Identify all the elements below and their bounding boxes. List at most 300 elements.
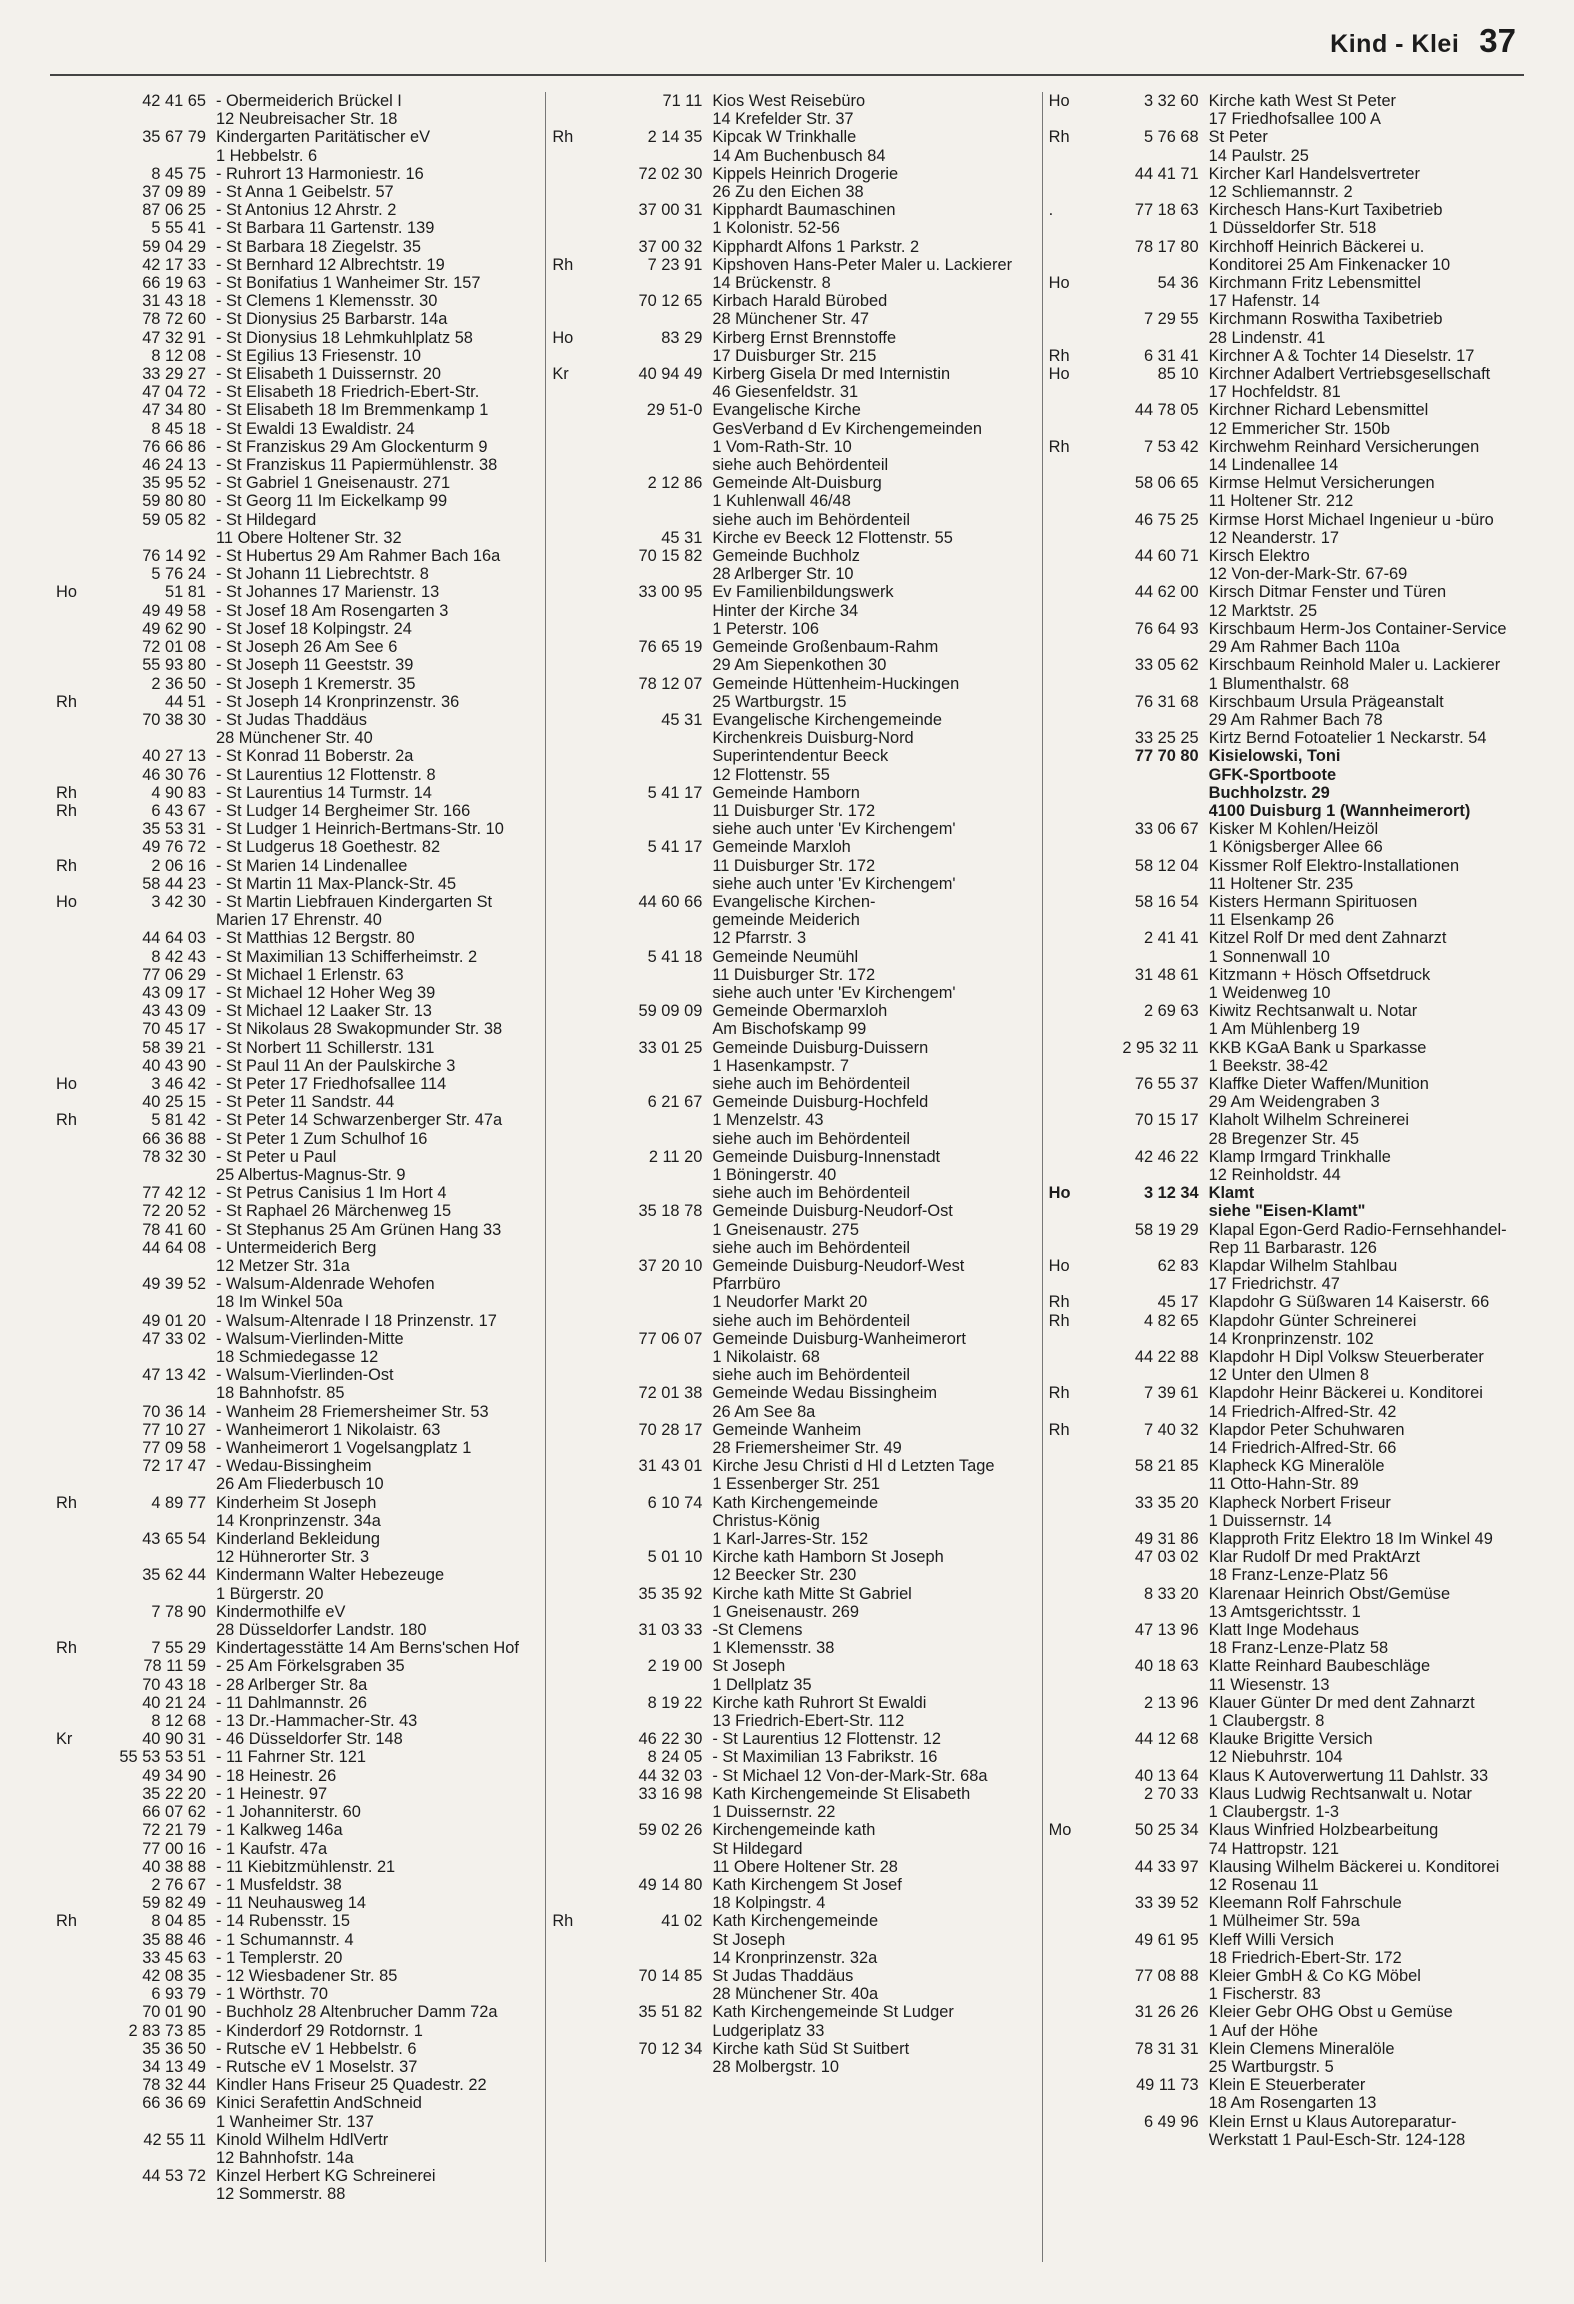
entry-text bbox=[712, 238, 1035, 256]
directory-entry bbox=[552, 1785, 1035, 1821]
entry-name: Kinderheim St Joseph bbox=[216, 1493, 377, 1512]
phone-number: 4 90 83 bbox=[151, 783, 206, 802]
entry-name: - St Peter 14 Schwarzenberger Str. 47a bbox=[216, 1111, 503, 1130]
entry-text bbox=[1209, 2003, 1532, 2039]
entry-text bbox=[216, 1039, 539, 1057]
entry-detail: siehe auch im Behördenteil bbox=[712, 1311, 911, 1330]
entry-detail: Kirchenkreis Duisburg-Nord bbox=[712, 729, 914, 748]
directory-entry bbox=[552, 711, 1035, 784]
phone-number: 77 06 07 bbox=[638, 1329, 703, 1348]
district-code bbox=[56, 1221, 100, 1239]
phone-number: 40 27 13 bbox=[142, 747, 206, 766]
directory-entry bbox=[56, 547, 539, 565]
entry-text bbox=[216, 1457, 539, 1493]
entry-name: - St Joseph 1 Kremerstr. 35 bbox=[216, 674, 416, 693]
directory-entry bbox=[56, 1330, 539, 1366]
directory-entry bbox=[552, 1548, 1035, 1584]
entry-text bbox=[712, 201, 1035, 237]
entry-name: - St Hubertus 29 Am Rahmer Bach 16a bbox=[216, 547, 501, 566]
entry-text bbox=[216, 1184, 539, 1202]
directory-entry bbox=[1049, 1257, 1532, 1293]
phone-number: 37 00 31 bbox=[638, 201, 703, 220]
entry-text bbox=[216, 183, 539, 201]
phone-number: 78 31 31 bbox=[1134, 2039, 1199, 2058]
directory-entry bbox=[1049, 201, 1532, 237]
entry-name: - 46 Düsseldorfer Str. 148 bbox=[216, 1730, 403, 1749]
district-code: Rh bbox=[56, 1493, 77, 1512]
directory-entry bbox=[552, 1202, 1035, 1257]
entry-detail: 18 Im Winkel 50a bbox=[216, 1293, 343, 1312]
phone-number: 72 17 47 bbox=[142, 1457, 206, 1476]
entry-name: - St Marien 14 Lindenallee bbox=[216, 856, 408, 875]
district-code: Rh bbox=[552, 128, 574, 147]
phone-number: 51 81 bbox=[164, 583, 206, 602]
phone-number: 47 33 02 bbox=[142, 1329, 206, 1348]
phone-number: 70 43 18 bbox=[142, 1675, 206, 1694]
district-code bbox=[552, 201, 596, 237]
entry-name: Klapal Egon-Gerd Radio-Fernsehhandel- bbox=[1208, 1220, 1507, 1239]
phone-number: 44 22 88 bbox=[1134, 1348, 1199, 1367]
entry-text bbox=[216, 1366, 539, 1402]
entry-name: Klein E Steuerberater bbox=[1208, 2076, 1366, 2095]
phone-number: 49 31 86 bbox=[1134, 1530, 1199, 1549]
entry-text bbox=[216, 1767, 539, 1785]
directory-entry bbox=[56, 1767, 539, 1785]
phone-number: 3 12 34 bbox=[1143, 1184, 1199, 1203]
running-head: Kind - Klei bbox=[1330, 30, 1460, 58]
district-code bbox=[56, 292, 100, 310]
directory-entry bbox=[1049, 1657, 1532, 1693]
entry-name: Klapproth Fritz Elektro 18 Im Winkel 49 bbox=[1208, 1530, 1493, 1549]
directory-entry bbox=[1049, 1931, 1532, 1967]
phone-number: 58 19 29 bbox=[1134, 1220, 1199, 1239]
entry-detail: Konditorei 25 Am Finkenacker 10 bbox=[1208, 255, 1451, 274]
entry-text bbox=[216, 820, 539, 838]
entry-name: Kirche kath Hamborn St Joseph bbox=[712, 1548, 944, 1567]
entry-detail: siehe auch Behördenteil bbox=[712, 456, 889, 475]
phone-number: 2 14 35 bbox=[647, 128, 703, 147]
phone-number: 44 53 72 bbox=[142, 2167, 206, 2186]
entry-detail: 74 Hattropstr. 121 bbox=[1208, 1839, 1339, 1858]
entry-text bbox=[1209, 1293, 1532, 1311]
entry-text bbox=[712, 1257, 1035, 1330]
entry-name: - Wanheimerort 1 Nikolaistr. 63 bbox=[216, 1420, 441, 1439]
entry-detail: siehe auch unter 'Ev Kirchengem' bbox=[712, 820, 956, 839]
district-code bbox=[56, 2040, 100, 2058]
entry-name: KKB KGaA Bank u Sparkasse bbox=[1208, 1038, 1427, 1057]
entry-detail: Superintendentur Beeck bbox=[712, 747, 889, 766]
district-code bbox=[1049, 1530, 1093, 1548]
directory-entry bbox=[56, 1858, 539, 1876]
phone-number: 49 14 80 bbox=[638, 1875, 703, 1894]
entry-name: - St Barbara 11 Gartenstr. 139 bbox=[216, 219, 435, 238]
entry-text bbox=[712, 638, 1035, 674]
directory-entry bbox=[1049, 1421, 1532, 1457]
directory-entry bbox=[56, 2003, 539, 2021]
district-code: Rh bbox=[1048, 1384, 1070, 1403]
directory-entry bbox=[56, 1057, 539, 1075]
phone-number: 31 43 01 bbox=[638, 1457, 703, 1476]
phone-number: 40 94 49 bbox=[638, 365, 703, 384]
entry-text bbox=[1209, 820, 1532, 856]
entry-name: - St Dionysius 18 Lehmkuhlplatz 58 bbox=[216, 328, 473, 347]
district-code: Kr bbox=[56, 1730, 73, 1749]
phone-number: 59 05 82 bbox=[142, 510, 206, 529]
district-code bbox=[552, 1457, 596, 1493]
entry-detail: 18 Kolpingstr. 4 bbox=[712, 1894, 826, 1913]
phone-number: 77 08 88 bbox=[1134, 1966, 1199, 1985]
directory-entry bbox=[56, 966, 539, 984]
directory-entry bbox=[56, 1912, 539, 1930]
entry-text bbox=[712, 1494, 1035, 1549]
phone-number: 62 83 bbox=[1157, 1257, 1199, 1275]
directory-entry bbox=[56, 1421, 539, 1439]
entry-detail: 1 Fischerstr. 83 bbox=[1208, 1985, 1321, 2004]
district-code bbox=[552, 1767, 596, 1785]
directory-entry bbox=[56, 1312, 539, 1330]
entry-name: - St Raphael 26 Märchenweg 15 bbox=[216, 1202, 452, 1221]
phone-number: 43 43 09 bbox=[142, 1002, 206, 1021]
entry-text bbox=[712, 2040, 1035, 2076]
district-code bbox=[552, 1967, 596, 2003]
phone-number: 35 22 20 bbox=[142, 1784, 206, 1803]
district-code bbox=[56, 547, 100, 565]
entry-text bbox=[216, 1967, 539, 1985]
district-code: Rh bbox=[1048, 346, 1070, 365]
entry-text bbox=[1209, 438, 1532, 474]
entry-name: - 1 Musfeldstr. 38 bbox=[216, 1875, 342, 1894]
entry-text bbox=[1209, 1967, 1532, 2003]
entry-name: Kisielowski, Toni bbox=[1208, 747, 1341, 766]
district-code bbox=[56, 310, 100, 328]
district-code: . bbox=[1048, 201, 1054, 220]
entry-name: - 11 Dahlmannstr. 26 bbox=[216, 1693, 367, 1712]
entry-name: Kirche kath West St Peter bbox=[1208, 92, 1397, 110]
district-code bbox=[552, 1421, 596, 1457]
entry-name: Kindermann Walter Hebezeuge bbox=[216, 1566, 445, 1585]
entry-text bbox=[216, 747, 539, 765]
entry-name: Gemeinde Duisburg-Hochfeld bbox=[712, 1093, 929, 1112]
entry-text bbox=[1209, 1148, 1532, 1184]
phone-number: 76 64 93 bbox=[1134, 619, 1199, 638]
phone-number: 77 10 27 bbox=[142, 1420, 206, 1439]
phone-number: 66 19 63 bbox=[142, 274, 206, 293]
entry-name: Ev Familienbildungswerk bbox=[712, 583, 894, 602]
district-code bbox=[1049, 620, 1093, 656]
entry-detail: 1 Weidenweg 10 bbox=[1208, 983, 1331, 1002]
entry-name: Kirsch Elektro bbox=[1208, 547, 1310, 566]
district-code bbox=[56, 2167, 100, 2203]
district-code bbox=[56, 2022, 100, 2040]
entry-name: - St Egilius 13 Friesenstr. 10 bbox=[216, 346, 421, 365]
entry-name: - Kinderdorf 29 Rotdornstr. 1 bbox=[216, 2021, 423, 2040]
phone-number: 5 41 17 bbox=[647, 783, 703, 802]
directory-entry bbox=[56, 893, 539, 929]
phone-number: 31 03 33 bbox=[638, 1621, 703, 1640]
entry-detail: Werkstatt 1 Paul-Esch-Str. 124-128 bbox=[1208, 2130, 1466, 2149]
directory-entry bbox=[56, 838, 539, 856]
entry-text bbox=[216, 329, 539, 347]
entry-detail: 1 Gneisenaustr. 269 bbox=[712, 1602, 860, 1621]
phone-number: 33 29 27 bbox=[142, 365, 206, 384]
entry-text bbox=[1209, 1548, 1532, 1584]
district-code bbox=[56, 1403, 100, 1421]
phone-number: 33 25 25 bbox=[1134, 729, 1199, 748]
entry-text bbox=[712, 1657, 1035, 1693]
entry-name: - St Gabriel 1 Gneisenaustr. 271 bbox=[216, 474, 451, 493]
directory-entry bbox=[56, 347, 539, 365]
entry-name: - 1 Johanniterstr. 60 bbox=[216, 1803, 361, 1822]
entry-text bbox=[1209, 2076, 1532, 2112]
directory-entry bbox=[56, 1403, 539, 1421]
entry-name: - St Dionysius 25 Barbarstr. 14a bbox=[216, 310, 448, 329]
entry-name: Klein Ernst u Klaus Autoreparatur- bbox=[1208, 2112, 1457, 2131]
entry-detail: Marien 17 Ehrenstr. 40 bbox=[216, 911, 382, 930]
entry-name: - St Konrad 11 Boberstr. 2a bbox=[216, 747, 414, 766]
district-code bbox=[56, 747, 100, 765]
district-code bbox=[56, 219, 100, 237]
entry-text bbox=[712, 1876, 1035, 1912]
directory-entry bbox=[56, 165, 539, 183]
entry-name: - St Joseph 26 Am See 6 bbox=[216, 638, 398, 657]
entry-text bbox=[712, 2003, 1035, 2039]
entry-name: Klein Clemens Mineralöle bbox=[1208, 2039, 1395, 2058]
entry-name: Kath Kirchengem St Josef bbox=[712, 1875, 902, 1894]
entry-text bbox=[1209, 310, 1532, 346]
directory-entry bbox=[56, 948, 539, 966]
directory-entry bbox=[56, 420, 539, 438]
phone-number: 58 16 54 bbox=[1134, 892, 1199, 911]
entry-name: - Untermeiderich Berg bbox=[216, 1238, 377, 1257]
directory-entry bbox=[1049, 1530, 1532, 1548]
entry-name: Klarenaar Heinrich Obst/Gemüse bbox=[1208, 1584, 1451, 1603]
entry-name: Klauer Günter Dr med dent Zahnarzt bbox=[1208, 1693, 1475, 1712]
phone-number: 35 62 44 bbox=[142, 1566, 206, 1585]
entry-name: Gemeinde Duisburg-Wanheimerort bbox=[712, 1329, 966, 1348]
district-code bbox=[56, 1785, 100, 1803]
phone-number: 31 43 18 bbox=[142, 292, 206, 311]
entry-name: - St Hildegard bbox=[216, 510, 317, 529]
district-code bbox=[552, 2003, 596, 2039]
phone-number: 4 82 65 bbox=[1143, 1311, 1199, 1330]
header-divider bbox=[50, 74, 1524, 76]
entry-text bbox=[216, 984, 539, 1002]
phone-number: 77 18 63 bbox=[1134, 201, 1199, 220]
entry-text bbox=[1209, 1111, 1532, 1147]
entry-text bbox=[712, 547, 1035, 583]
phone-number: 78 41 60 bbox=[142, 1220, 206, 1239]
phone-number: 4 89 77 bbox=[151, 1493, 206, 1512]
district-code bbox=[56, 620, 100, 638]
phone-number: 49 39 52 bbox=[142, 1275, 206, 1294]
phone-number: 33 06 67 bbox=[1134, 820, 1199, 839]
entry-name: - 1 Wörthstr. 70 bbox=[216, 1985, 329, 2004]
entry-name: - St Nikolaus 28 Swakopmunder Str. 38 bbox=[216, 1020, 503, 1039]
district-code bbox=[1049, 1148, 1093, 1184]
entry-text bbox=[216, 565, 539, 583]
entry-name: - St Laurentius 12 Flottenstr. 8 bbox=[216, 765, 436, 784]
entry-detail: 1 Kolonistr. 52-56 bbox=[712, 219, 840, 238]
entry-name: Klapheck Norbert Friseur bbox=[1208, 1493, 1391, 1512]
phone-number: 87 06 25 bbox=[142, 201, 206, 220]
entry-text bbox=[1209, 1821, 1532, 1857]
entry-detail: 14 Am Buchenbusch 84 bbox=[712, 146, 886, 165]
directory-entry bbox=[552, 256, 1035, 292]
entry-name: Kirche kath Ruhrort St Ewaldi bbox=[712, 1693, 927, 1712]
entry-text bbox=[1209, 583, 1532, 619]
directory-entry bbox=[56, 1111, 539, 1129]
entry-detail: Hinter der Kirche 34 bbox=[712, 601, 859, 620]
entry-text bbox=[712, 474, 1035, 529]
district-code bbox=[56, 2131, 100, 2167]
phone-number: 6 21 67 bbox=[647, 1093, 703, 1112]
directory-entry bbox=[56, 474, 539, 492]
phone-number: 40 21 24 bbox=[142, 1693, 206, 1712]
phone-number: 70 36 14 bbox=[142, 1402, 206, 1421]
entry-name: Kath Kirchengemeinde bbox=[712, 1912, 879, 1931]
entry-name: - St Joseph 14 Kronprinzenstr. 36 bbox=[216, 692, 460, 711]
district-code bbox=[56, 966, 100, 984]
district-code bbox=[552, 838, 596, 893]
phone-number: 72 21 79 bbox=[142, 1821, 206, 1840]
phone-number: 2 06 16 bbox=[151, 856, 206, 875]
directory-entry bbox=[1049, 2003, 1532, 2039]
entry-detail: 28 Münchener Str. 47 bbox=[712, 310, 870, 329]
entry-text bbox=[1209, 365, 1532, 401]
district-code bbox=[56, 1421, 100, 1439]
district-code bbox=[552, 1694, 596, 1730]
phone-number: 54 36 bbox=[1157, 274, 1199, 293]
phone-number: 6 31 41 bbox=[1143, 346, 1199, 365]
phone-number: 33 05 62 bbox=[1134, 656, 1199, 675]
phone-number: 46 24 13 bbox=[142, 456, 206, 475]
district-code bbox=[1049, 820, 1093, 856]
directory-entry bbox=[56, 638, 539, 656]
entry-text bbox=[712, 365, 1035, 401]
directory-entry bbox=[552, 1330, 1035, 1385]
district-code bbox=[1049, 1348, 1093, 1384]
entry-detail: 1 Essenberger Str. 251 bbox=[712, 1475, 880, 1494]
phone-number: 6 49 96 bbox=[1143, 2112, 1199, 2131]
district-code bbox=[1049, 1730, 1093, 1766]
entry-text bbox=[1209, 1384, 1532, 1420]
entry-name: Evangelische Kirchengemeinde bbox=[712, 710, 942, 729]
entry-text bbox=[216, 1111, 539, 1129]
district-code bbox=[56, 256, 100, 274]
directory-entry bbox=[1049, 347, 1532, 365]
phone-number: 72 02 30 bbox=[638, 164, 703, 183]
entry-name: Gemeinde Wedau Bissingheim bbox=[712, 1384, 938, 1403]
entry-name: Gemeinde Duisburg-Neudorf-Ost bbox=[712, 1202, 953, 1221]
directory-entry bbox=[56, 656, 539, 674]
entry-text bbox=[712, 1384, 1035, 1420]
phone-number: 58 12 04 bbox=[1134, 856, 1199, 875]
directory-entry bbox=[552, 1767, 1035, 1785]
district-code bbox=[56, 1239, 100, 1275]
district-code bbox=[56, 329, 100, 347]
entry-detail: 1 Duissernstr. 14 bbox=[1208, 1511, 1332, 1530]
entry-text bbox=[216, 2003, 539, 2021]
entry-name: Kirchwehm Reinhard Versicherungen bbox=[1208, 437, 1480, 456]
entry-detail: 14 Kronprinzenstr. 34a bbox=[216, 1511, 381, 1530]
entry-name: Kippels Heinrich Drogerie bbox=[712, 164, 899, 183]
entry-name: Klatt Inge Modehaus bbox=[1208, 1621, 1360, 1640]
directory-entry bbox=[56, 1676, 539, 1694]
phone-number: 5 41 17 bbox=[647, 838, 703, 857]
district-code: Rh bbox=[552, 1912, 574, 1931]
entry-text bbox=[216, 1676, 539, 1694]
directory-entry bbox=[56, 1494, 539, 1530]
district-code bbox=[56, 201, 100, 219]
phone-number: 46 30 76 bbox=[142, 765, 206, 784]
district-code: Rh bbox=[56, 1639, 77, 1658]
phone-number: 59 04 29 bbox=[142, 237, 206, 256]
phone-number: 70 38 30 bbox=[142, 710, 206, 729]
district-code bbox=[1049, 2113, 1093, 2149]
entry-text bbox=[1209, 1002, 1532, 1038]
district-code bbox=[552, 1585, 596, 1621]
entry-text bbox=[216, 1075, 539, 1093]
directory-entry bbox=[1049, 401, 1532, 437]
entry-text bbox=[712, 1457, 1035, 1493]
entry-text bbox=[1209, 1039, 1532, 1075]
district-code bbox=[1049, 1075, 1093, 1111]
entry-name: Kirbach Harald Bürobed bbox=[712, 292, 888, 311]
directory-entry bbox=[56, 747, 539, 765]
entry-name: St Joseph bbox=[712, 1657, 786, 1676]
district-code bbox=[552, 1039, 596, 1094]
district-code bbox=[552, 547, 596, 583]
directory-entry bbox=[56, 201, 539, 219]
entry-text bbox=[216, 347, 539, 365]
entry-detail: 1 Gneisenaustr. 275 bbox=[712, 1220, 860, 1239]
district-code: Ho bbox=[1048, 1184, 1071, 1203]
entry-name: - 1 Templerstr. 20 bbox=[216, 1948, 343, 1967]
district-code bbox=[56, 711, 100, 747]
phone-number: 42 41 65 bbox=[142, 92, 206, 110]
directory-entry bbox=[56, 1639, 539, 1657]
entry-name: Gemeinde Neumühl bbox=[712, 947, 859, 966]
directory-entry bbox=[1049, 1894, 1532, 1930]
entry-text bbox=[712, 1002, 1035, 1038]
entry-text bbox=[216, 802, 539, 820]
district-code bbox=[552, 1202, 596, 1257]
directory-entry bbox=[56, 1221, 539, 1239]
entry-text bbox=[216, 893, 539, 929]
directory-entry bbox=[552, 1384, 1035, 1420]
district-code bbox=[552, 1257, 596, 1330]
entry-name: Gemeinde Alt-Duisburg bbox=[712, 474, 882, 493]
directory-entry bbox=[56, 238, 539, 256]
phone-number: 77 00 16 bbox=[142, 1839, 206, 1858]
phone-number: 47 13 42 bbox=[142, 1366, 206, 1385]
phone-number: 49 49 58 bbox=[142, 601, 206, 620]
phone-number: 40 25 15 bbox=[142, 1093, 206, 1112]
district-code bbox=[1049, 693, 1093, 729]
entry-text bbox=[216, 838, 539, 856]
phone-number: 8 33 20 bbox=[1143, 1584, 1199, 1603]
entry-detail: 28 Arlberger Str. 10 bbox=[712, 565, 854, 584]
district-code bbox=[1049, 511, 1093, 547]
entry-text bbox=[1209, 1530, 1532, 1548]
entry-detail: siehe auch unter 'Ev Kirchengem' bbox=[712, 983, 956, 1002]
directory-entry bbox=[1049, 1293, 1532, 1311]
entry-text bbox=[712, 329, 1035, 365]
phone-number: 77 70 80 bbox=[1134, 747, 1199, 766]
entry-name: Kisker M Kohlen/Heizöl bbox=[1208, 820, 1379, 839]
district-code bbox=[1049, 929, 1093, 965]
entry-text bbox=[1209, 547, 1532, 583]
